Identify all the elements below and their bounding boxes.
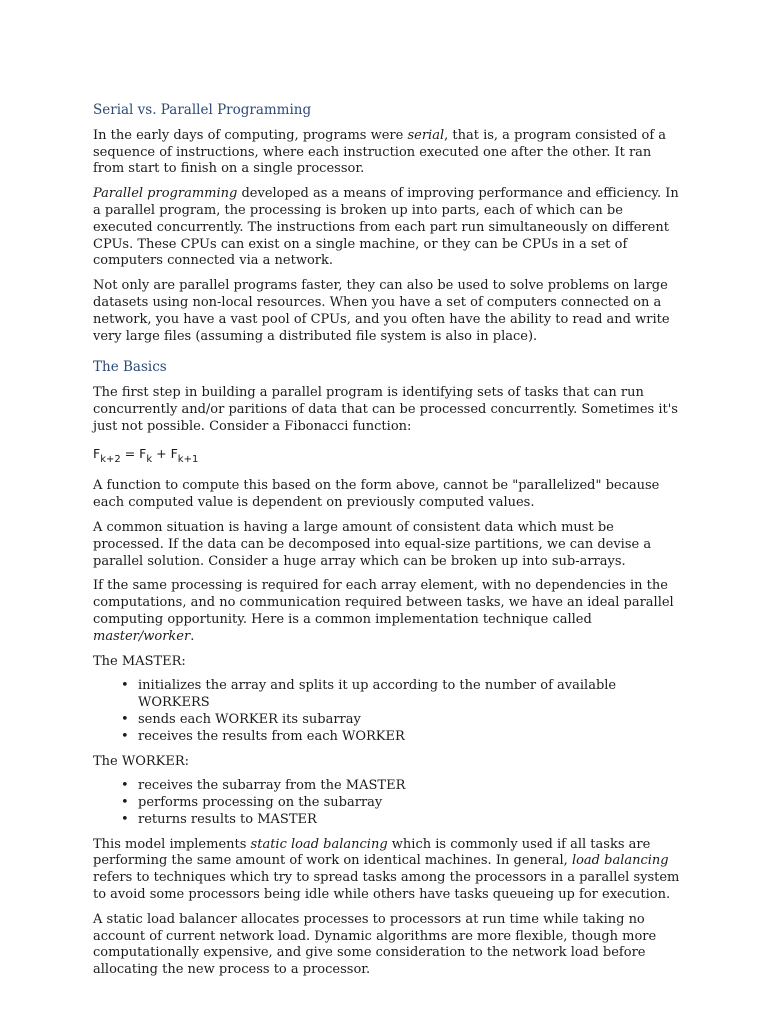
paragraph-parallel-programming: Parallel programming developed as a means of improving performance and efficiency. In a parallel program, the processing is broken up into parts, each of which can be executed concurrently. The instructions from each part run simultaneously on different CPUs. These CPUs can exist on a single machine, or they can be CPUs in a set of computers connected via a network.	[93, 186, 679, 269]
list-item: • receives the results from each WORKER	[138, 729, 683, 746]
paragraph-consistent-data: A common situation is having a large amount of consistent data which must be processed. If the data can be decomposed into equal-size partitions, we can devise a parallel solution. Consider a huge array which can be broken up into sub-arrays.	[93, 519, 652, 569]
paragraph-parallel-benefits: Not only are parallel programs faster, they can also be used to solve problems on large datasets using non-local resources. When you have a set of computers connected on a network, you have a vast pool of CPUs, and you often have the ability to read and write very large files (assuming a distributed file system is also in place).	[93, 278, 670, 344]
worker-list	[93, 778, 683, 828]
list-item: • returns results to MASTER	[138, 812, 683, 829]
master-label: The MASTER:	[93, 653, 186, 669]
paragraph-static-vs-dynamic: A static load balancer allocates processes to processors at run time while taking no account of current network load. Dynamic algorithms are more flexible, though more computationally expensive, and give some consideration to the network load before allocating the new process to a processor.	[93, 911, 657, 978]
term-static-load-balancing: static load balancing	[250, 836, 388, 852]
list-item: • initializes the array and splits it up according to the number of available WORKERS	[138, 678, 683, 712]
term-serial: serial	[407, 127, 445, 143]
list-item: • receives the subarray from the MASTER	[138, 778, 683, 795]
term-parallel-programming: Parallel programming	[93, 186, 238, 202]
paragraph-static-load-balancing: This model implements static load balancing which is commonly used if all tasks are performing the same amount of work on identical machines. In general, load balancing refers to techniques which try to spread tasks among the processors in a parallel system to avoid some processors being idle while others have tasks queueing up for execution.	[93, 836, 680, 903]
paragraph-not-parallelizable: A function to compute this based on the form above, cannot be "parallelized" because each computed value is dependent on previously computed values.	[93, 478, 660, 511]
list-item: • sends each WORKER its subarray	[138, 712, 683, 729]
paragraph-master-worker-intro: If the same processing is required for each array element, with no dependencies in the computations, and no communication required between tasks, we have an ideal parallel computing opportunity. Here is a common implementation technique called master/worker.	[93, 578, 674, 644]
term-load-balancing: load balancing	[571, 853, 669, 869]
document-page	[93, 100, 683, 987]
paragraph-serial-intro: In the early days of computing, programs were serial, that is, a program consisted of a sequence of instructions, where each instruction executed one after the other. It ran from start to finish on a single processor.	[93, 127, 667, 177]
section-heading-basics: The Basics	[93, 359, 167, 376]
list-item: • performs processing on the subarray	[138, 795, 683, 812]
section-heading-serial-parallel: Serial vs. Parallel Programming	[93, 102, 312, 118]
term-master-worker: master/worker	[93, 628, 191, 644]
fibonacci-formula: $F_{k+2} = F_k + F_{k+1}$	[93, 445, 199, 465]
worker-label: The WORKER:	[93, 753, 190, 769]
master-list	[93, 678, 683, 745]
paragraph-first-step: The first step in building a parallel program is identifying sets of tasks that can run concurrently and/or paritions of data that can be processed concurrently. Sometimes it's just not possible. Consider a Fibonacci function:	[93, 385, 678, 434]
